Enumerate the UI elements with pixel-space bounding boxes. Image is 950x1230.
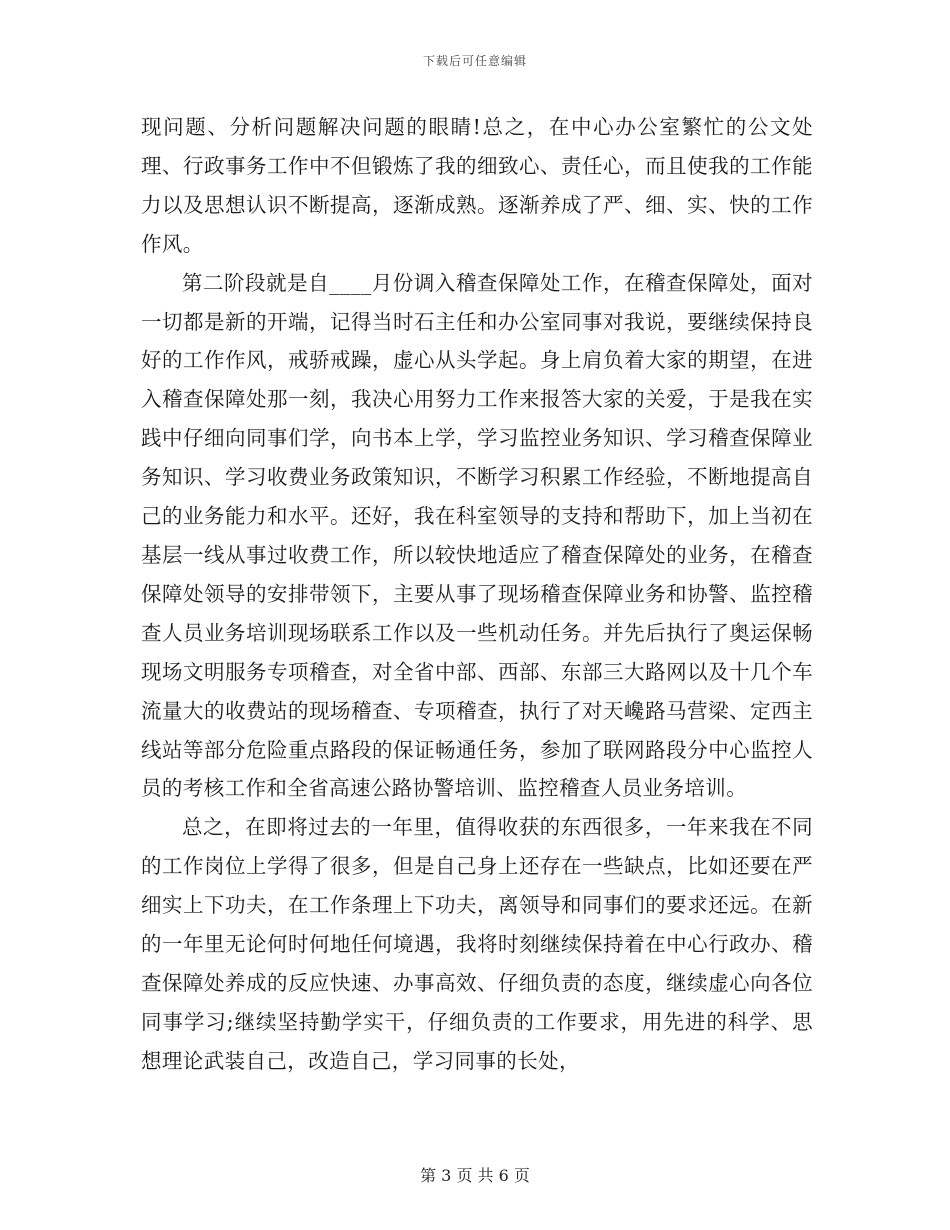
page-number: 第 3 页 共 6 页 <box>420 1166 530 1185</box>
paragraph-1: 现问题、分析问题解决问题的眼睛!总之，在中心办公室繁忙的公文处理、行政事务工作中不但锻炼了我的细致心、责任心，而且使我的工作能力以及思想认识不断提高，逐渐成熟。逐渐养成了严、细、实、快的工作作风。 <box>141 115 813 256</box>
paragraph-3: 总之，在即将过去的一年里，值得收获的东西很多，一年来我在不同的工作岗位上学得了很多，但是自己身上还存在一些缺点，比如还要在严细实上下功夫，在工作条理上下功夫，离领导和同事们的要求还远。在新的一年里无论何时何地任何境遇，我将时刻继续保持着在中心行政办、稽查保障处养成的反应快速、办事高效、仔细负责的态度，继续虚心向各位同事学习;继续坚持勤学实干，仔细负责的工作要求，用先进的科学、思想理论武装自己，改造自己，学习同事的长处， <box>141 815 813 1073</box>
paragraph-2: 第二阶段就是自____月份调入稽查保障处工作，在稽查保障处，面对一切都是新的开端，记得当时石主任和办公室同事对我说，要继续保持良好的工作作风，戒骄戒躁，虚心从头学起。身上肩负着大家的期望，在进入稽查保障处那一刻，我决心用努力工作来报答大家的关爱，于是我在实践中仔细向同事们学，向书本上学，学习监控业务知识、学习稽查保障业务知识、学习收费业务政策知识，不断学习积累工作经验，不断地提高自己的业务能力和水平。还好，我在科室领导的支持和帮助下，加上当初在基层一线从事过收费工作，所以较快地适应了稽查保障处的业务，在稽查保障处领导的安排带领下，主要从事了现场稽查保障业务和协警、监控稽查人员业务培训现场联系工作以及一些机动任务。并先后执行了奥运保畅现场文明服务专项稽查，对全省中部、西部、东部三大路网以及十几个车流量大的收费站的现场稽查、专项稽查，执行了对天巉路马营梁、定西主线站等部分危险重点路段的保证畅通任务，参加了联网路段分中心监控人员的考核工作和全省高速公路协警培训、监控稽查人员业务培训。 <box>141 270 813 801</box>
document-body <box>141 108 813 1081</box>
page-header: 下载后可任意编辑 <box>422 54 527 68</box>
